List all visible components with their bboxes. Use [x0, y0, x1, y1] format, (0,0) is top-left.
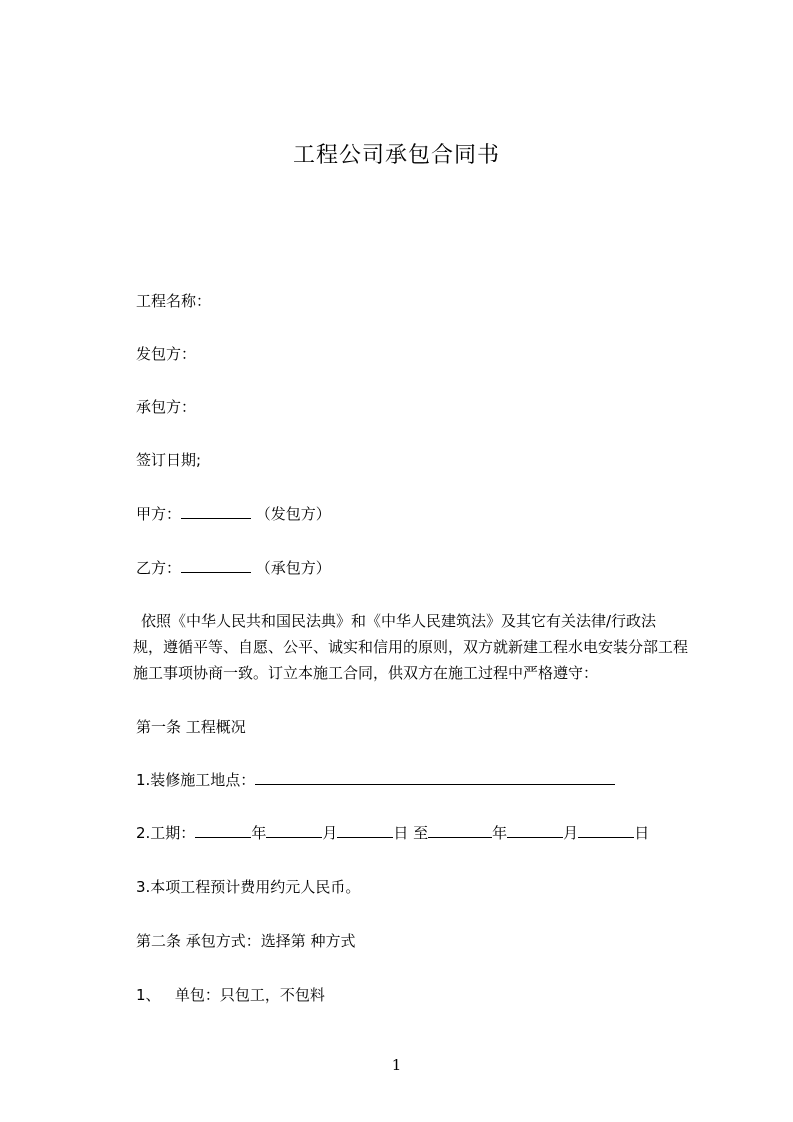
party-a-label: 甲方：	[136, 505, 182, 523]
duration-label: 2.工期：	[136, 824, 196, 842]
site-location-field	[136, 769, 615, 791]
site-location-blank[interactable]	[255, 770, 615, 785]
end-month-blank[interactable]	[507, 823, 563, 838]
start-month-blank[interactable]	[266, 823, 322, 838]
end-year-blank[interactable]	[428, 823, 492, 838]
estimated-cost: 3.本项工程预计费用约元人民币。	[136, 878, 361, 896]
end-year-label: 年	[492, 824, 508, 842]
site-location-label: 1.装修施工地点：	[136, 771, 256, 789]
preamble-line-3: 施工事项协商一致。订立本施工合同，供双方在施工过程中严格遵守：	[133, 664, 599, 682]
project-name-label: 工程名称：	[136, 292, 212, 310]
start-day-blank[interactable]	[337, 823, 393, 838]
sign-date-label: 签订日期;	[136, 451, 202, 469]
party-b-role: （承包方）	[255, 559, 331, 577]
article-1-heading: 第一条 工程概况	[136, 718, 246, 736]
party-b-field	[136, 557, 331, 579]
party-a-role: （发包方）	[255, 505, 331, 523]
party-a-blank[interactable]	[181, 504, 251, 519]
party-b-blank[interactable]	[181, 558, 251, 573]
project-name-field	[136, 290, 211, 312]
start-month-label: 月	[322, 824, 338, 842]
party-b-label: 乙方：	[136, 559, 182, 577]
contract-option-1: 1、 单包：只包工，不包料	[136, 986, 325, 1004]
end-month-label: 月	[563, 824, 579, 842]
page-number: 1	[391, 1056, 402, 1074]
to-label: 至	[413, 824, 429, 842]
article-2-heading: 第二条 承包方式：选择第 种方式	[136, 932, 356, 950]
preamble-line-2: 规，遵循平等、自愿、公平、诚实和信用的原则，双方就新建工程水电安装分部工程	[133, 638, 689, 656]
employer-label: 发包方：	[136, 345, 197, 363]
party-a-field	[136, 503, 331, 525]
preamble-line-1: 依照《中华人民共和国民法典》和《中华人民建筑法》及其它有关法律/行政法	[141, 612, 657, 630]
start-year-label: 年	[251, 824, 267, 842]
contractor-field	[136, 396, 196, 418]
start-year-blank[interactable]	[195, 823, 251, 838]
document-title: 工程公司承包合同书	[292, 143, 500, 168]
end-day-label: 日	[634, 824, 650, 842]
duration-field	[136, 822, 649, 844]
employer-field	[136, 343, 196, 365]
end-day-blank[interactable]	[578, 823, 634, 838]
sign-date-field	[136, 449, 201, 471]
contractor-label: 承包方：	[136, 398, 197, 416]
preamble-paragraph	[133, 608, 713, 686]
start-day-label: 日	[393, 824, 409, 842]
